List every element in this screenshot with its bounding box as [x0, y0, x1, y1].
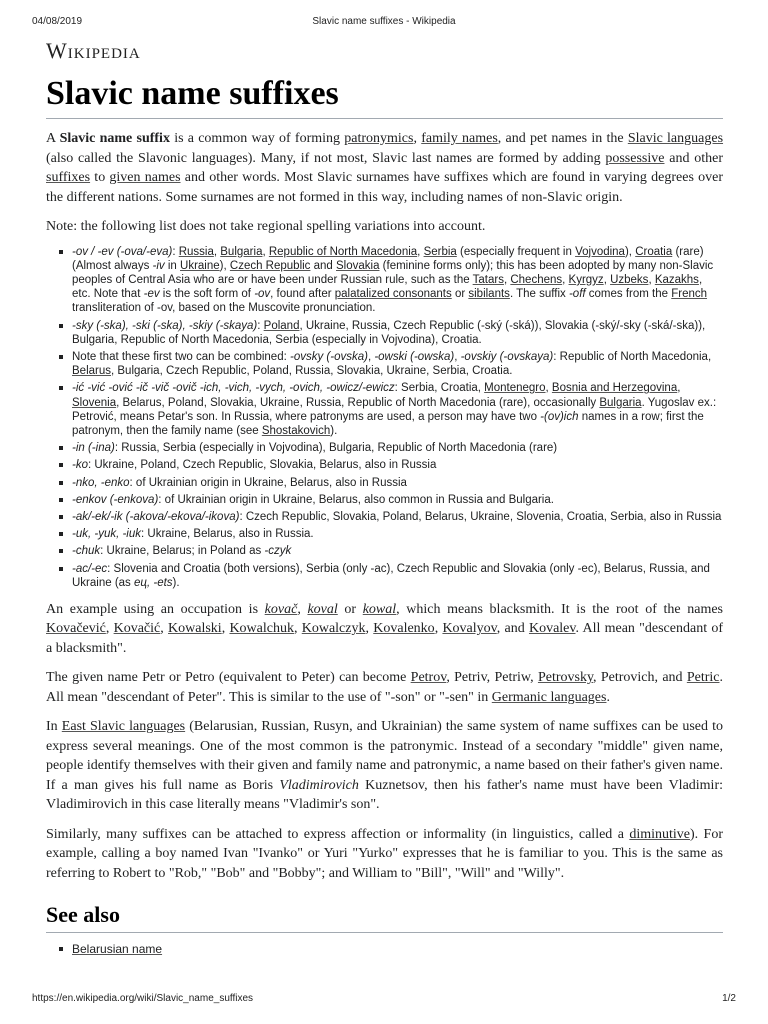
link-germanic-languages[interactable]: Germanic languages	[491, 689, 607, 705]
link-chechens[interactable]: Chechens	[510, 273, 563, 286]
link-kovalenko[interactable]: Kovalenko	[373, 621, 435, 637]
link-kovalyov[interactable]: Kovalyov	[442, 621, 497, 637]
suffix-item-in: -in (-ina): Russia, Serbia (especially in Vojvodina), Bulgaria, Republic of North Macedonia (rare)	[72, 441, 723, 455]
link-petric[interactable]: Petric	[686, 670, 720, 686]
link-palatalized-consonants[interactable]: palatalized consonants	[334, 288, 452, 301]
link-montenegro[interactable]: Montenegro	[484, 382, 546, 395]
suffix-item-ko: -ko: Ukraine, Poland, Czech Republic, Slovakia, Belarus, also in Russia	[72, 458, 723, 472]
link-french[interactable]: French	[671, 288, 708, 301]
diminutive-paragraph: Similarly, many suffixes can be attached to express affection or informality (in linguistics, called a diminutive). For example, calling a boy named Ivan "Ivanko" or Yuri "Yurko" expresses that he is familiar to you. This is the same as referring to Robert to "Rob," "Bob" and "Bobby"; and William to "Bill", "Will" and "Willy".	[46, 826, 723, 881]
link-kovacevic[interactable]: Kovačević	[46, 621, 106, 637]
print-header	[32, 16, 736, 30]
suffix-item-combined: Note that these first two can be combined: -ovsky (-ovska), -owski (-owska), -ovskiy (-ovskaya): Republic of North Macedonia, Belarus, Bulgaria, Czech Republic, Poland, Russia, Slovakia, Ukraine, Serbia, Croatia.	[72, 350, 723, 378]
see-also-item	[72, 941, 723, 957]
link-poland[interactable]: Poland	[263, 319, 300, 332]
article	[46, 38, 723, 957]
link-given-names[interactable]: given names	[109, 170, 181, 185]
link-possessive[interactable]: possessive	[605, 150, 665, 166]
link-slovenia[interactable]: Slovenia	[72, 396, 117, 409]
link-croatia[interactable]: Croatia	[635, 245, 673, 258]
link-diminutive[interactable]: diminutive	[629, 826, 690, 842]
suffix-item-ic: -ić -vić -ović -ič -vič -ovič -ich, -vich, -vych, -ovich, -owicz/-ewicz: Serbia, Croatia, Montenegro, Bosnia and Herzegovina, Slovenia, Belarus, Poland, Slovakia, Ukraine, Russia, Republic of North Macedonia (rare), occasionally Bulgaria. Yugoslav ex.: Petrović, means Petar's son. In Russia, where patronyms are used, a person may have two -(ov)ich names in a row; first the patronym, then the family name (see Shostakovich).	[72, 381, 723, 438]
wikipedia-logo[interactable]: Wikipedia	[46, 38, 141, 63]
intro-paragraph: A Slavic name suffix is a common way of forming patronymics, family names, and pet names in the Slavic languages (also called the Slavonic languages). Many, if not most, Slavic last names are formed by adding possessive and other suffixes to given names and other words. Most Slavic surnames have suffixes which are found in varying degrees over the different nations. Some surnames are not formed in this way, including names of non-Slavic origin.	[46, 131, 724, 205]
link-kazakhs[interactable]: Kazakhs	[654, 273, 699, 286]
link-patronymics[interactable]: patronymics	[344, 131, 414, 146]
link-suffixes[interactable]: suffixes	[46, 170, 91, 185]
link-bulgaria[interactable]: Bulgaria	[220, 245, 263, 258]
page-title: Slavic name suffixes	[46, 74, 723, 119]
suffix-item-chuk: -chuk: Ukraine, Belarus; in Poland as -czyk	[72, 544, 723, 558]
occupation-paragraph: An example using an occupation is kovač, koval or kowal, which means blacksmith. It is the root of the names Kovačević, Kovačić, Kowalski, Kowalchuk, Kowalczyk, Kovalenko, Kovalyov, and Kovalev. All mean "descendant of a blacksmith".	[46, 601, 724, 656]
link-serbia[interactable]: Serbia	[423, 245, 457, 258]
link-belarusian-name[interactable]: Belarusian name	[72, 942, 163, 957]
petr-paragraph: The given name Petr or Petro (equivalent to Peter) can become Petrov, Petriv, Petriw, Petrovsky, Petrovich, and Petric. All mean "descendant of Peter". This is similar to the use of "-son" or "-sen" in Germanic languages.	[46, 670, 723, 705]
link-kowal[interactable]: kowal	[362, 601, 397, 617]
suffix-item-sky: -sky (-ska), -ski (-ska), -skiy (-skaya): Poland, Ukraine, Russia, Czech Republic (-ský (-ská)), Slovakia (-ský/-sky (-ská/-ska)), Bulgaria, Republic of North Macedonia, Serbia (especially in Vojvodina), Croatia.	[72, 319, 723, 347]
link-petrov[interactable]: Petrov	[410, 670, 447, 686]
link-east-slavic-languages[interactable]: East Slavic languages	[61, 719, 186, 735]
link-kowalchuk[interactable]: Kowalchuk	[229, 621, 294, 637]
link-czech-republic[interactable]: Czech Republic	[229, 259, 311, 272]
suffix-item-ac: -ac/-ec: Slovenia and Croatia (both versions), Serbia (only -ac), Czech Republic and Slovakia (only -ec), Belarus, Russia, and Ukraine (as ец, -ets).	[72, 562, 723, 590]
page-number: 1/2	[722, 993, 736, 1004]
link-russia[interactable]: Russia	[178, 245, 214, 258]
suffix-item-ov: -ov / -ev (-ova/-eva): Russia, Bulgaria, Republic of North Macedonia, Serbia (especially frequent in Vojvodina), Croatia (rare) (Almost always -iv in Ukraine), Czech Republic and Slovakia (feminine forms only); this has been adopted by many non-Slavic peoples of Central Asia who are or have been under Russian rule, such as the Tatars, Chechens, Kyrgyz, Uzbeks, Kazakhs, etc. Note that -ev is the soft form of -ov, found after palatalized consonants or sibilants. The suffix -off comes from the French transliteration of -ov, based on the Muscovite pronunciation.	[72, 245, 723, 316]
link-family-names[interactable]: family names	[421, 131, 498, 146]
link-slovakia[interactable]: Slovakia	[336, 259, 380, 272]
link-belarus[interactable]: Belarus	[72, 365, 111, 378]
link-tatars[interactable]: Tatars	[472, 273, 504, 286]
link-republic-of-north-macedonia[interactable]: Republic of North Macedonia	[268, 245, 418, 258]
link-slavic-languages[interactable]: Slavic languages	[627, 131, 724, 146]
bold-term: Slavic name suffix	[59, 131, 170, 146]
suffix-item-nko: -nko, -enko: of Ukrainian origin in Ukraine, Belarus, also in Russia	[72, 476, 723, 490]
link-kovac[interactable]: kovač	[264, 601, 298, 617]
link-kovalev[interactable]: Kovalev	[528, 621, 576, 637]
print-title: Slavic name suffixes - Wikipedia	[312, 16, 456, 27]
see-also-heading: See also	[46, 901, 723, 933]
suffix-item-enkov: -enkov (-enkova): of Ukrainian origin in Ukraine, Belarus, also common in Russia and Bulgaria.	[72, 493, 723, 507]
suffix-list	[46, 245, 723, 590]
link-uzbeks[interactable]: Uzbeks	[610, 273, 649, 286]
see-also-list	[46, 941, 723, 957]
link-ukraine[interactable]: Ukraine	[180, 259, 220, 272]
print-date: 04/08/2019	[32, 16, 83, 27]
link-bosnia-and-herzegovina[interactable]: Bosnia and Herzegovina	[551, 382, 678, 395]
link-shostakovich[interactable]: Shostakovich	[261, 424, 331, 437]
link-koval[interactable]: koval	[307, 601, 338, 617]
print-url: https://en.wikipedia.org/wiki/Slavic_name_suffixes	[32, 993, 254, 1004]
link-sibilants[interactable]: sibilants	[468, 288, 510, 301]
link-kovacic[interactable]: Kovačić	[113, 621, 161, 637]
print-footer	[32, 993, 736, 1007]
link-bulgaria[interactable]: Bulgaria	[599, 396, 642, 409]
link-kowalczyk[interactable]: Kowalczyk	[301, 621, 366, 637]
link-kyrgyz[interactable]: Kyrgyz	[568, 273, 604, 286]
east-slavic-paragraph: In East Slavic languages (Belarusian, Russian, Rusyn, and Ukrainian) the same system of name suffixes can be used to express several meanings. One of the most common is the patronymic. Instead of a secondary "middle" given name, people identify themselves with their given and family name and patronymic, a name based on their father's given name. If a man gives his full name as Boris Vladimirovich Kuznetsov, then his father's name must have been Vladimir: Vladimirovich in this case literally means "Vladimir's son".	[46, 719, 724, 813]
link-kowalski[interactable]: Kowalski	[168, 621, 222, 637]
suffix-item-ak: -ak/-ek/-ik (-akova/-ekova/-ikova): Czech Republic, Slovakia, Poland, Belarus, Ukraine, Slovenia, Croatia, Serbia, also in Russia	[72, 510, 722, 523]
link-petrovsky[interactable]: Petrovsky	[537, 670, 594, 686]
suffix-item-uk: -uk, -yuk, -iuk: Ukraine, Belarus, also in Russia.	[72, 527, 723, 541]
link-vojvodina[interactable]: Vojvodina	[575, 245, 625, 258]
note-paragraph: Note: the following list does not take regional spelling variations into account.	[46, 219, 486, 234]
